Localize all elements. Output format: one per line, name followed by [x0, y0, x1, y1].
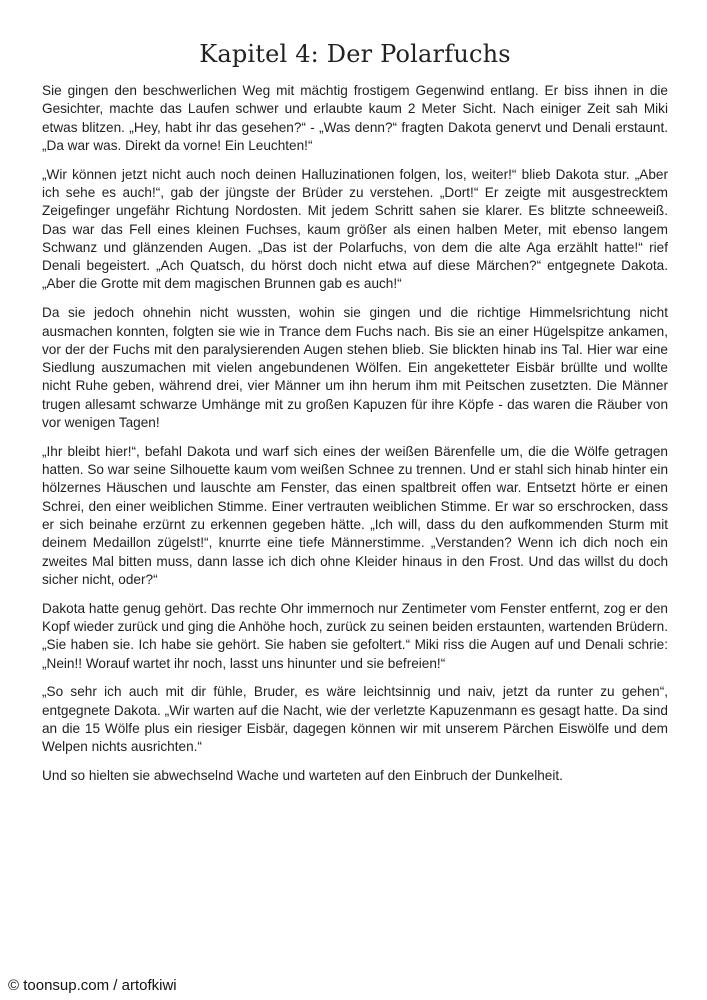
paragraph-3: Da sie jedoch ohnehin nicht wussten, wohin sie gingen und die richtige Himmelsrichtung nicht ausmachen konnten, folgten sie wie in Trance dem Fuchs nach. Bis sie an einer Hügelspitze ankamen, vor der der Fuchs mit den paralysierenden Augen stehen blieb. Sie blickten hinab ins Tal. Hier war eine Siedlung auszumachen mit vielen angebundenen Wölfen. Ein angeketteter Eisbär brüllte und wollte nicht Ruhe geben, während drei, vier Männer um ihn herum ihm mit Peitschen zusetzten. Die Männer trugen allesamt schwarze Umhänge mit zu großen Kapuzen für ihre Köpfe - das waren die Räuber von vor wenigen Tagen! — [42, 305, 668, 431]
paragraph-5: Dakota hatte genug gehört. Das rechte Ohr immernoch nur Zentimeter vom Fenster entfernt, zog er den Kopf wieder zurück und ging die Anhöhe hoch, zurück zu seinen beiden erstaunten, wartenden Brüdern. „Sie haben sie. Ich habe sie gehört. Sie haben sie gefoltert.“ Miki riss die Augen auf und Denali schrie: „Nein!! Worauf wartet ihr noch, lasst uns hinunter und sie befreien!“ — [42, 600, 668, 671]
paragraph-2: „Wir können jetzt nicht auch noch deinen Halluzinationen folgen, los, weiter!“ blieb Dakota stur. „Aber ich sehe es auch!“, gab der jüngste der Brüder zu verstehen. „Dort!“ Er zeigte mit ausgestrecktem Zeigefinger ungefähr Richtung Nordosten. Mit jedem Schritt sahen sie klarer. Es blitzte schneeweiß. Das war das Fell eines kleinen Fuchses, kaum größer als einen halben Meter, mit ebenso langem Schwanz und glänzenden Augen. „Das ist der Polarfuchs, von dem die alte Aga erzählt hatte!“ rief Denali begeistert. „Ach Quatsch, du hörst doch nicht etwa auf diese Märchen?“ entgegnete Dakota. „Aber die Grotte mit dem magischen Brunnen gab es auch!“ — [42, 166, 668, 292]
paragraph-1: Sie gingen den beschwerlichen Weg mit mächtig frostigem Gegenwind entlang. Er biss ihnen in die Gesichter, machte das Laufen schwer und erlaubte kaum 2 Meter Sicht. Nach einiger Zeit sah Miki etwas blitzen. „Hey, habt ihr das gesehen?“ - „Was denn?“ fragten Dakota genervt und Denali erstaunt. „Da war was. Direkt da vorne! Ein Leuchten!“ — [42, 83, 668, 153]
paragraph-6: „So sehr ich auch mit dir fühle, Bruder, es wäre leichtsinnig und naiv, jetzt da runter zu gehen“, entgegnete Dakota. „Wir warten auf die Nacht, wie der verletzte Kapuzenmann es gesagt hatte. Da sind an die 15 Wölfe plus ein riesiger Eisbär, dagegen können wir mit unserem Pärchen Eiswölfe und dem Welpen nichts ausrichten.“ — [42, 684, 668, 755]
chapter-title: Kapitel 4: Der Polarfuchs — [199, 40, 511, 68]
document-page — [42, 40, 668, 796]
copyright-credit: © toonsup.com / artofkiwi — [8, 977, 177, 994]
paragraph-4: „Ihr bleibt hier!“, befahl Dakota und warf sich eines der weißen Bärenfelle um, die die Wölfe getragen hatten. So war seine Silhouette kaum vom weißen Schnee zu trennen. Und er stahl sich hinab hinter ein hölzernes Häuschen und lauschte am Fenster, das einen spaltbreit offen war. Entsetzt hörte er einen Schrei, den einer weiblichen Stimme. Einer vertrauten weiblichen Stimme. Er war so erschrocken, dass er sich beinahe erzürnt zu erkennen gegeben hätte. „Ich will, dass du den aufkommenden Sturm mit deinem Medaillon zügelst!“, knurrte eine tiefe Männerstimme. „Verstanden? Wenn ich dich noch ein zweites Mal bitten muss, dann lasse ich dich ohne Kleider hinaus in den Frost. Und das willst du doch sicher nicht, oder?“ — [42, 443, 668, 587]
paragraph-7: Und so hielten sie abwechselnd Wache und warteten auf den Einbruch der Dunkelheit. — [42, 768, 563, 784]
